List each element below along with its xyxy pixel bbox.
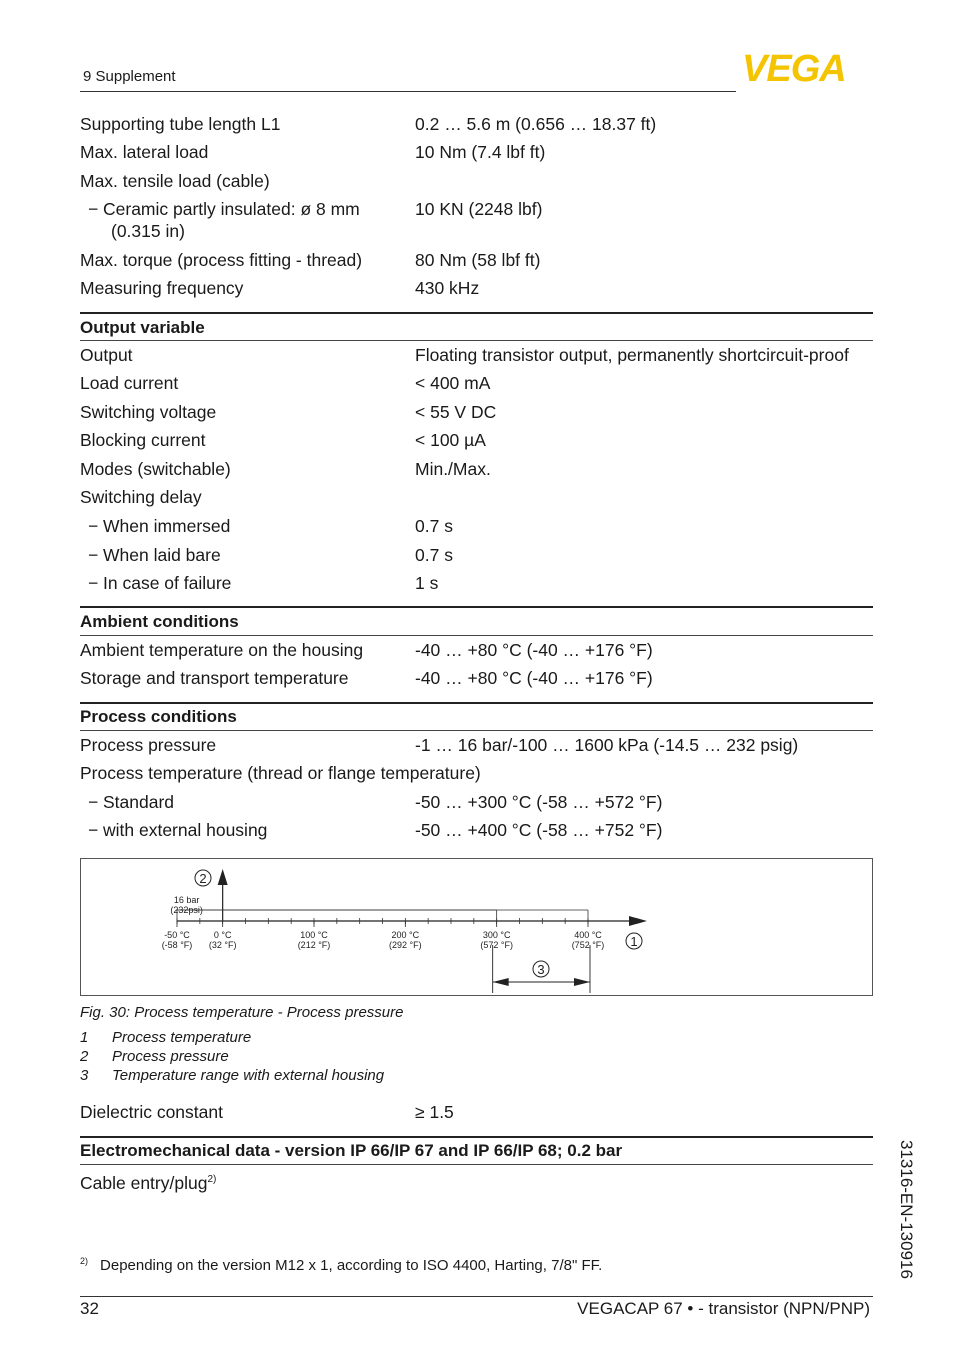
spec-value: 10 Nm (7.4 lbf ft) xyxy=(415,142,546,162)
footnote: $^{2)}$ Depending on the version M12 x 1, according to ISO 4400, Harting, 7/8" FF. xyxy=(80,1256,603,1274)
section-title-ambient: Ambient conditions xyxy=(80,612,239,631)
figure-caption: Fig. 30: Process temperature - Process pressure xyxy=(80,1004,404,1021)
spec-label: Supporting tube length L1 xyxy=(80,114,281,134)
spec-value: 0.2 … 5.6 m (0.656 … 18.37 ft) xyxy=(415,114,657,134)
logo-text: VEGA xyxy=(742,52,846,84)
section-rule xyxy=(80,730,873,731)
section-rule xyxy=(80,1136,873,1138)
x-tick-sublabel: (212 °F) xyxy=(297,940,331,950)
section-rule xyxy=(80,606,873,608)
legend-item: 3 Temperature range with external housing xyxy=(80,1067,385,1084)
spec-label: Measuring frequency xyxy=(80,278,244,298)
spec-sublabel: − Ceramic partly insulated: ø 8 mm (0.315 in) xyxy=(88,199,360,241)
section-rule xyxy=(80,702,873,704)
spec-label: Max. torque (process fitting - thread) xyxy=(80,250,363,270)
legend-item: 1 Process temperature xyxy=(80,1029,252,1046)
header-rule xyxy=(80,91,736,92)
section-header: 9 Supplement xyxy=(83,68,176,85)
range-arrow-right xyxy=(574,978,590,986)
x-tick-label: 100 °C xyxy=(300,930,328,940)
x-tick-label: -50 °C xyxy=(164,930,190,940)
range-arrow-left xyxy=(493,978,509,986)
x-tick-sublabel: (292 °F) xyxy=(389,940,422,950)
footer-rule xyxy=(80,1296,873,1297)
section-title-process: Process conditions xyxy=(80,707,237,726)
marker-y-axis: 2 xyxy=(199,871,207,886)
y-tick-sublabel: (232psi) xyxy=(170,905,203,915)
legend-item: 2 Process pressure xyxy=(80,1048,229,1065)
spec-label: Max. lateral load xyxy=(80,142,209,162)
section-rule xyxy=(80,312,873,314)
document-code: 31316-EN-130916 xyxy=(897,1140,916,1279)
spec-value: 80 Nm (58 lbf ft) xyxy=(415,250,541,270)
marker-range: 3 xyxy=(537,962,545,977)
vega-logo xyxy=(742,52,874,84)
page-number: 32 xyxy=(80,1299,99,1318)
section-title-electromech: Electromechanical data - version IP 66/IP 67 and IP 66/IP 68; 0.2 bar xyxy=(80,1141,623,1160)
marker-x-axis: 1 xyxy=(630,934,638,949)
y-tick-label: 16 bar xyxy=(173,895,200,905)
section-rule xyxy=(80,635,873,636)
section-rule xyxy=(80,1164,873,1165)
product-name: VEGACAP 67 • - transistor (NPN/PNP) xyxy=(577,1299,870,1318)
spec-label: Max. tensile load (cable) xyxy=(80,171,270,191)
y-axis-arrow xyxy=(218,869,228,885)
x-tick-sublabel: (-58 °F) xyxy=(161,940,193,950)
x-tick-sublabel: (572 °F) xyxy=(480,940,513,950)
x-tick-label: 0 °C xyxy=(213,930,232,940)
x-tick-label: 400 °C xyxy=(574,930,602,940)
x-axis-arrow xyxy=(629,916,647,926)
process-temp-pressure-chart xyxy=(81,859,872,995)
spec-value: 10 KN (2248 lbf) xyxy=(415,199,543,219)
section-rule xyxy=(80,340,873,341)
x-tick-label: 200 °C xyxy=(391,930,420,940)
section-title-output: Output variable xyxy=(80,318,205,337)
x-tick-label: 300 °C xyxy=(482,930,511,940)
spec-value: 430 kHz xyxy=(415,278,480,298)
figure-box xyxy=(80,858,873,996)
x-tick-sublabel: (752 °F) xyxy=(571,940,605,950)
x-tick-sublabel: (32 °F) xyxy=(208,940,237,950)
